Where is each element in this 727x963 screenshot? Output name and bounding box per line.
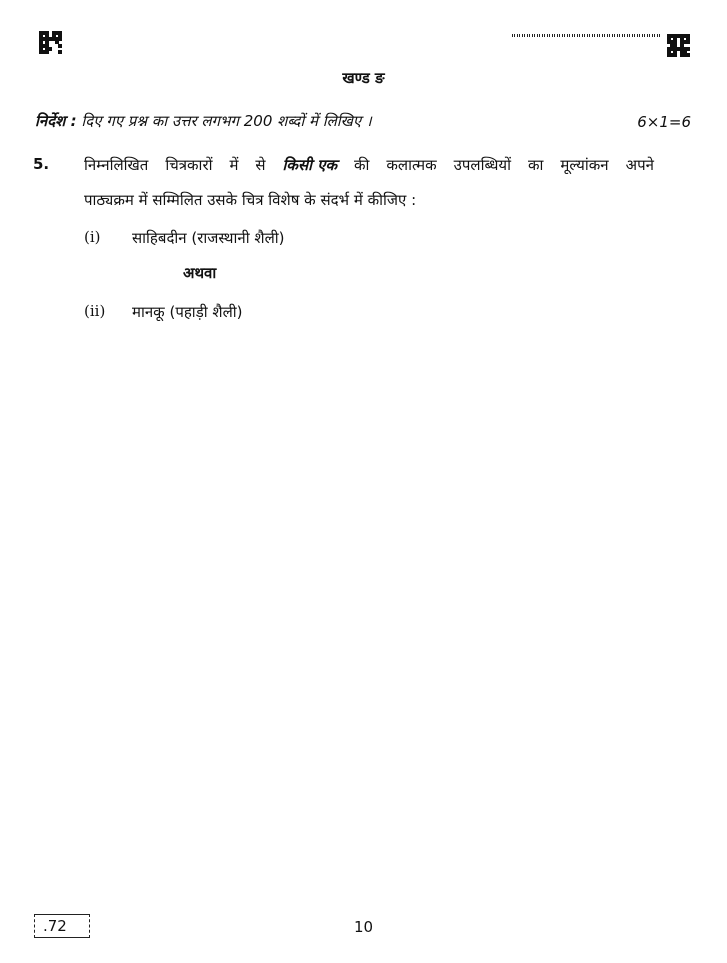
- qr-code-right-icon: [667, 34, 689, 56]
- paper-code: .72: [34, 914, 90, 938]
- page-number: 10: [353, 918, 374, 936]
- qr-code-left-icon: [39, 31, 61, 53]
- question-number: 5.: [33, 155, 50, 173]
- question-word: अपने: [625, 156, 654, 174]
- question-word: चित्रकारों: [165, 156, 213, 174]
- question-word: से: [255, 156, 266, 174]
- option-label: (ii): [84, 302, 106, 320]
- marks: 6×1=6: [637, 113, 691, 131]
- question-word: कलात्मक: [386, 156, 437, 174]
- question-line-1: [84, 155, 654, 175]
- barcode-strip: [512, 34, 662, 37]
- question-word: उपलब्धियों: [453, 156, 511, 174]
- option-label: (i): [84, 228, 101, 246]
- question-word: की: [354, 156, 370, 174]
- option-text: मानकू (पहाड़ी शैली): [132, 303, 243, 321]
- section-title: खण्ड ङ: [342, 69, 385, 87]
- instructions-label: निर्देश :: [35, 112, 77, 130]
- question-word: निम्नलिखित: [84, 156, 149, 174]
- question-word: का: [527, 156, 544, 174]
- question-emphasis: किसी एक: [282, 156, 338, 174]
- instructions: [35, 111, 372, 131]
- question-word: में: [229, 156, 239, 174]
- or-separator: अथवा: [183, 264, 217, 282]
- option-text: साहिबदीन (राजस्थानी शैली): [132, 229, 285, 247]
- question-word: मूल्यांकन: [560, 156, 609, 174]
- question-line-2: पाठ्यक्रम में सम्मिलित उसके चित्र विशेष के संदर्भ में कीजिए :: [84, 191, 417, 209]
- instructions-text: दिए गए प्रश्न का उत्तर लगभग 200 शब्दों में लिखिए ।: [81, 112, 372, 130]
